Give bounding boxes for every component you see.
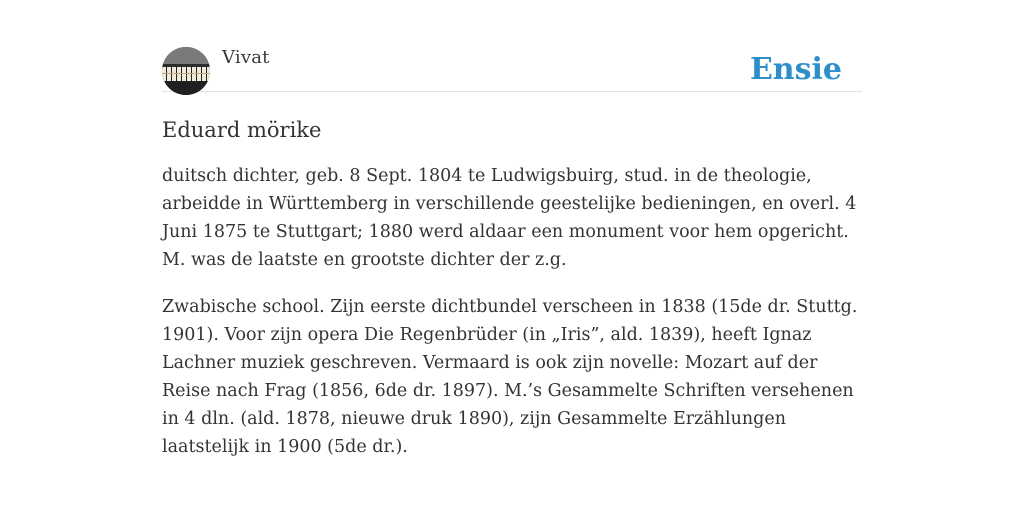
book-spines-icon <box>162 47 210 95</box>
source-avatar[interactable] <box>162 47 210 95</box>
entry-title: Eduard mörike <box>162 118 322 142</box>
entry-paragraph-1: duitsch dichter, geb. 8 Sept. 1804 te Ludwigsbuirg, stud. in de theologie, arbeidde in Württemberg in verschillende geestelijke bedieningen, en overl. 4 Juni 1875 te Stuttgart; 1880 werd aldaar een monument voor hem opgericht. M. was de laatste en grootste dichter der z.g. <box>162 166 857 270</box>
entry-header <box>162 46 862 92</box>
source-name[interactable]: Vivat <box>222 47 270 68</box>
entry-paragraph-2: Zwabische school. Zijn eerste dichtbundel verscheen in 1838 (15de dr. Stuttg. 1901). Voor zijn opera Die Regenbrüder (in „Iris”, ald. 1839), heeft Ignaz Lachner muziek geschreven. Vermaard is ook zijn novelle: Mozart auf der Reise nach Frag (1856, 6de dr. 1897). M.’s Gesammelte Schriften versehenen in 4 dln. (ald. 1878, nieuwe druk 1890), zijn Gesammelte Erzählungen laatstelijk in 1900 (5de dr.). <box>162 297 858 457</box>
brand-logo[interactable]: Ensie <box>749 52 842 87</box>
entry-card <box>162 46 862 461</box>
